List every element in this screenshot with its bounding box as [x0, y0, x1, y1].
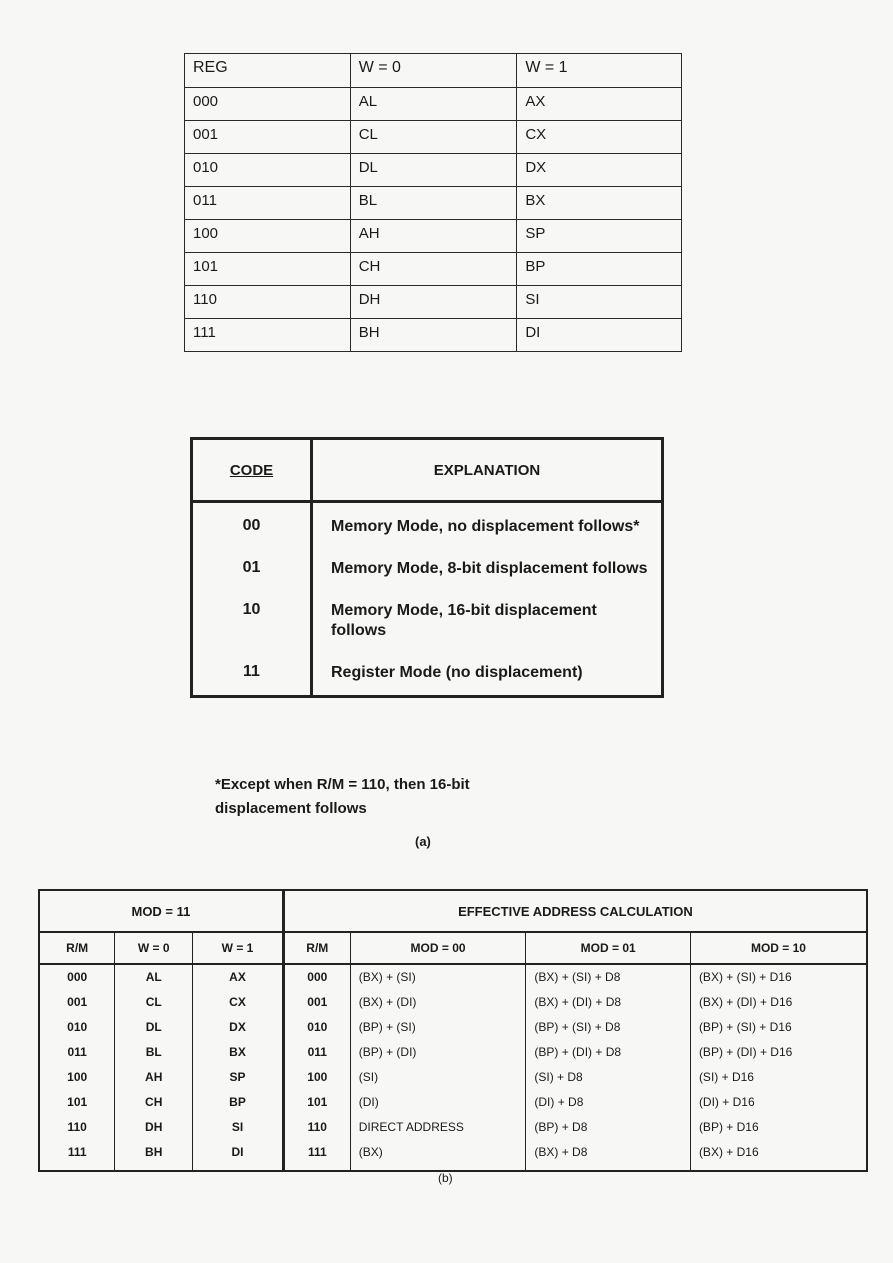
ea-table-cell: (BX) + (SI) + D16: [690, 964, 867, 990]
ea-table-cell: (BX) + D16: [690, 1140, 867, 1171]
mod-code-cell: 11: [192, 649, 312, 697]
ea-table-cell: (BP) + (SI) + D16: [690, 1015, 867, 1040]
ea-table-cell: (BP) + (DI) + D8: [526, 1040, 691, 1065]
ea-table-cell: BL: [115, 1040, 193, 1065]
mod-table-header: [192, 439, 663, 502]
reg-table-cell: DI: [517, 319, 682, 352]
reg-table-cell: 010: [185, 154, 351, 187]
mod-table-row: [192, 545, 663, 587]
ea-table-cell: BX: [193, 1040, 284, 1065]
reg-table-cell: BL: [350, 187, 517, 220]
reg-table-row: [185, 121, 682, 154]
ea-table-cell: SP: [193, 1065, 284, 1090]
ea-table-cell: DX: [193, 1015, 284, 1040]
reg-table-cell: BP: [517, 253, 682, 286]
reg-table-row: [185, 220, 682, 253]
ea-sub-header: R/M: [39, 932, 115, 964]
ea-table-row: [39, 1015, 867, 1040]
ea-table-row: [39, 1115, 867, 1140]
mod-code-cell: 10: [192, 587, 312, 649]
reg-table-cell: 000: [185, 88, 351, 121]
ea-sub-header: W = 0: [115, 932, 193, 964]
ea-table-cell: (BX) + (SI) + D8: [526, 964, 691, 990]
ea-table-cell: (BX) + (DI) + D8: [526, 990, 691, 1015]
ea-table-cell: AL: [115, 964, 193, 990]
mod-header-explanation: EXPLANATION: [312, 439, 663, 502]
mod-table-row: [192, 502, 663, 546]
ea-sub-header: MOD = 01: [526, 932, 691, 964]
reg-table-cell: DL: [350, 154, 517, 187]
ea-table-cell: (BP) + (DI) + D16: [690, 1040, 867, 1065]
ea-table-cell: CX: [193, 990, 284, 1015]
ea-table-cell: 111: [283, 1140, 350, 1171]
ea-table-row: [39, 1040, 867, 1065]
mod-header-code: CODE: [192, 439, 312, 502]
ea-table-cell: (DI) + D8: [526, 1090, 691, 1115]
ea-group-header-row: [39, 890, 867, 932]
reg-table-cell: DX: [517, 154, 682, 187]
mod-11-header: MOD = 11: [39, 890, 283, 932]
footnote-line-2: displacement follows: [215, 800, 367, 817]
ea-table-row: [39, 990, 867, 1015]
ea-table-cell: (BP) + (SI): [350, 1015, 526, 1040]
ea-calc-header: EFFECTIVE ADDRESS CALCULATION: [283, 890, 867, 932]
mod-explanation-cell: Memory Mode, 16-bit displacement follows: [331, 602, 597, 639]
mod-explanation-cell: Register Mode (no displacement): [331, 664, 583, 681]
ea-table-cell: 110: [283, 1115, 350, 1140]
reg-table: [184, 53, 682, 352]
reg-header-w0: W = 0: [350, 54, 517, 88]
reg-header-w1: W = 1: [517, 54, 682, 88]
reg-table-cell: BX: [517, 187, 682, 220]
ea-table-cell: (BX): [350, 1140, 526, 1171]
ea-table-cell: DI: [193, 1140, 284, 1171]
ea-table-cell: DL: [115, 1015, 193, 1040]
ea-table-cell: 101: [39, 1090, 115, 1115]
reg-table-row: [185, 154, 682, 187]
mod-code-cell: 00: [192, 502, 312, 546]
ea-table-cell: (DI) + D16: [690, 1090, 867, 1115]
ea-table-cell: (BP) + D8: [526, 1115, 691, 1140]
ea-table-row: [39, 1065, 867, 1090]
ea-sub-header: MOD = 00: [350, 932, 526, 964]
reg-table-cell: 011: [185, 187, 351, 220]
reg-table-row: [185, 286, 682, 319]
ea-table-cell: 100: [39, 1065, 115, 1090]
reg-table-cell: CH: [350, 253, 517, 286]
reg-table-row: [185, 253, 682, 286]
ea-table-cell: (SI) + D16: [690, 1065, 867, 1090]
reg-header-reg: REG: [185, 54, 351, 88]
ea-table-cell: 001: [39, 990, 115, 1015]
ea-table-cell: AH: [115, 1065, 193, 1090]
mod-footnote: [215, 773, 470, 821]
reg-table-cell: SP: [517, 220, 682, 253]
ea-table-cell: (BX) + (SI): [350, 964, 526, 990]
ea-table-cell: 011: [39, 1040, 115, 1065]
reg-table-header: [185, 54, 682, 88]
reg-table-cell: BH: [350, 319, 517, 352]
mod-explanation-cell: Memory Mode, no displacement follows*: [331, 518, 640, 535]
ea-table-cell: 001: [283, 990, 350, 1015]
ea-table-cell: 110: [39, 1115, 115, 1140]
reg-table-cell: 100: [185, 220, 351, 253]
caption-a: (a): [415, 834, 431, 849]
reg-table-cell: 101: [185, 253, 351, 286]
reg-table-row: [185, 187, 682, 220]
effective-address-table: [38, 889, 868, 1172]
ea-table-cell: AX: [193, 964, 284, 990]
mod-table-row: [192, 649, 663, 697]
ea-table-cell: 010: [39, 1015, 115, 1040]
ea-table-cell: 000: [283, 964, 350, 990]
ea-table-cell: (SI) + D8: [526, 1065, 691, 1090]
ea-table-cell: 011: [283, 1040, 350, 1065]
ea-table-row: [39, 1090, 867, 1115]
ea-table-cell: (BX) + (DI): [350, 990, 526, 1015]
ea-sub-header: MOD = 10: [690, 932, 867, 964]
ea-table-cell: 010: [283, 1015, 350, 1040]
ea-table-cell: SI: [193, 1115, 284, 1140]
ea-table-cell: (SI): [350, 1065, 526, 1090]
ea-table-cell: BH: [115, 1140, 193, 1171]
ea-table-cell: 111: [39, 1140, 115, 1171]
ea-table-cell: DIRECT ADDRESS: [350, 1115, 526, 1140]
ea-table-cell: (BX) + D8: [526, 1140, 691, 1171]
reg-table-cell: CX: [517, 121, 682, 154]
ea-table-cell: (BP) + D16: [690, 1115, 867, 1140]
ea-table-cell: CL: [115, 990, 193, 1015]
ea-sub-header: R/M: [283, 932, 350, 964]
ea-table-cell: (DI): [350, 1090, 526, 1115]
reg-table-cell: DH: [350, 286, 517, 319]
ea-table-cell: BP: [193, 1090, 284, 1115]
mod-code-cell: 01: [192, 545, 312, 587]
reg-table-cell: 001: [185, 121, 351, 154]
reg-table-cell: 110: [185, 286, 351, 319]
mod-code-table: [190, 437, 664, 698]
ea-table-cell: DH: [115, 1115, 193, 1140]
ea-table-cell: 100: [283, 1065, 350, 1090]
ea-table-row: [39, 1140, 867, 1171]
reg-table-row: [185, 88, 682, 121]
reg-table-cell: AX: [517, 88, 682, 121]
mod-explanation-cell: Memory Mode, 8-bit displacement follows: [331, 560, 648, 577]
ea-table-cell: 000: [39, 964, 115, 990]
ea-table-row: [39, 964, 867, 990]
reg-table-cell: AH: [350, 220, 517, 253]
reg-table-cell: 111: [185, 319, 351, 352]
ea-table-cell: (BP) + (SI) + D8: [526, 1015, 691, 1040]
ea-sub-header-row: [39, 932, 867, 964]
reg-table-row: [185, 319, 682, 352]
footnote-line-1: *Except when R/M = 110, then 16-bit: [215, 776, 470, 793]
reg-table-cell: SI: [517, 286, 682, 319]
ea-table-cell: (BX) + (DI) + D16: [690, 990, 867, 1015]
reg-table-cell: CL: [350, 121, 517, 154]
ea-table-cell: (BP) + (DI): [350, 1040, 526, 1065]
ea-table-cell: CH: [115, 1090, 193, 1115]
ea-table-cell: 101: [283, 1090, 350, 1115]
caption-b: (b): [438, 1171, 453, 1185]
mod-table-row: [192, 587, 663, 649]
reg-table-cell: AL: [350, 88, 517, 121]
ea-sub-header: W = 1: [193, 932, 284, 964]
